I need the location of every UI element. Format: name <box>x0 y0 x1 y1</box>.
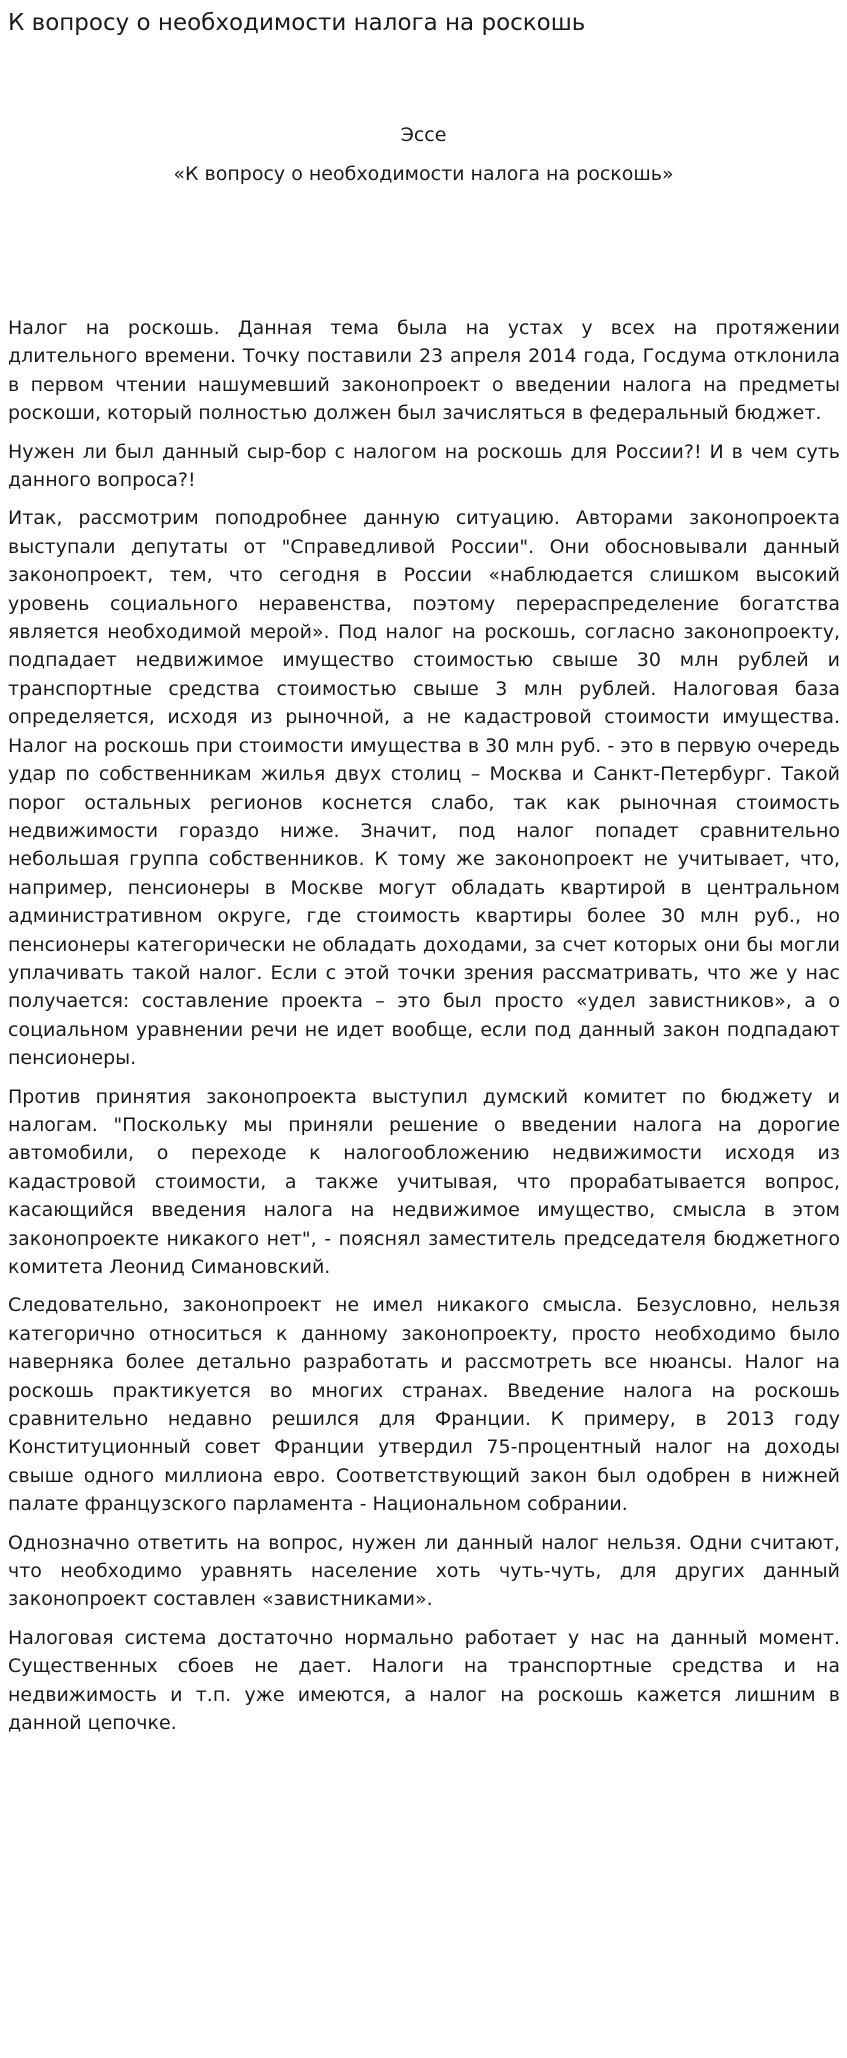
paragraph: Налоговая система достаточно нормально работает у нас на данный момент. Существенных сбоев не дает. Налоги на транспортные средства и на недвижимость и т.п. уже имеются, а налог на роскошь кажется лишним в данной цепочке. <box>8 1626 840 1735</box>
paragraph: Следовательно, законопроект не имел никакого смысла. Безусловно, нельзя категорично относиться к данному законопроекту, просто необходимо было наверняка более детально разработать и рассмотреть все нюансы. Налог на роскошь практикуется во многих странах. Введение налога на роскошь сравнительно недавно решился для Франции. К примеру, в 2013 году Конституционный совет Франции утвердил 75-процентный налог на доходы свыше одного миллиона евро. Соответствующий закон был одобрен в нижней палате французского парламента - Национальном собрании. <box>8 1294 840 1516</box>
essay-genre-label: Эссе <box>400 124 447 146</box>
paragraph: Против принятия законопроекта выступил думский комитет по бюджету и налогам. "Поскольку мы приняли решение о введении налога на дорогие автомобили, о переходе к налогообложению недвижимости исходя из кадастровой стоимости, а также учитывая, что прорабатывается вопрос, касающийся введения налога на недвижимое имущество, смысла в этом законопроекте никакого нет", - пояснял заместитель председателя бюджетного комитета Леонид Симановский. <box>8 1085 840 1278</box>
paragraph: Итак, рассмотрим поподробнее данную ситуацию. Авторами законопроекта выступали депутаты от "Справедливой России". Они обосновывали данный законопроект, тем, что сегодня в России «наблюдается слишком высокий уровень социального неравенства, поэтому перераспределение богатства является необходимой мерой». Под налог на роскошь, согласно законопроекту, подпадает недвижимое имущество стоимостью свыше 30 млн рублей и транспортные средства стоимостью свыше 3 млн рублей. Налоговая база определяется, исходя из рыночной, а не кадастровой стоимости имущества. Налог на роскошь при стоимости имущества в 30 млн руб. - это в первую очередь удар по собственникам жилья двух столиц – Москва и Санкт-Петербург. Такой порог остальных регионов коснется слабо, так как рыночная стоимость недвижимости гораздо ниже. Значит, под налог попадет сравнительно небольшая группа собственников. К тому же законопроект не учитывает, что, например, пенсионеры в Москве могут обладать квартирой в центральном административном округе, где стоимость квартиры более 30 млн руб., но пенсионеры категорически не обладать доходами, за счет которых они бы могли уплачивать такой налог. Если с этой точки зрения рассматривать, что же у нас получается: составление проекта – это был просто «удел завистников», а о социальном уравнении речи не идет вообще, если под данный закон подпадают пенсионеры. <box>8 507 840 1070</box>
essay-subtitle: «К вопросу о необходимости налога на роскошь» <box>173 163 674 185</box>
essay-body <box>8 314 840 1748</box>
document-title: К вопросу о необходимости налога на роскошь <box>8 10 586 36</box>
paragraph: Однозначно ответить на вопрос, нужен ли данный налог нельзя. Одни считают, что необходимо уравнять население хоть чуть-чуть, для других данный законопроект составлен «завистниками». <box>8 1531 840 1611</box>
paragraph: Нужен ли был данный сыр-бор с налогом на роскошь для России?! И в чем суть данного вопроса?! <box>8 440 840 492</box>
paragraph: Налог на роскошь. Данная тема была на устах у всех на протяжении длительного времени. Точку поставили 23 апреля 2014 года, Госдума отклонила в первом чтении нашумевший законопроект о введении налога на предметы роскоши, который полностью должен был зачисляться в федеральный бюджет. <box>8 317 840 425</box>
